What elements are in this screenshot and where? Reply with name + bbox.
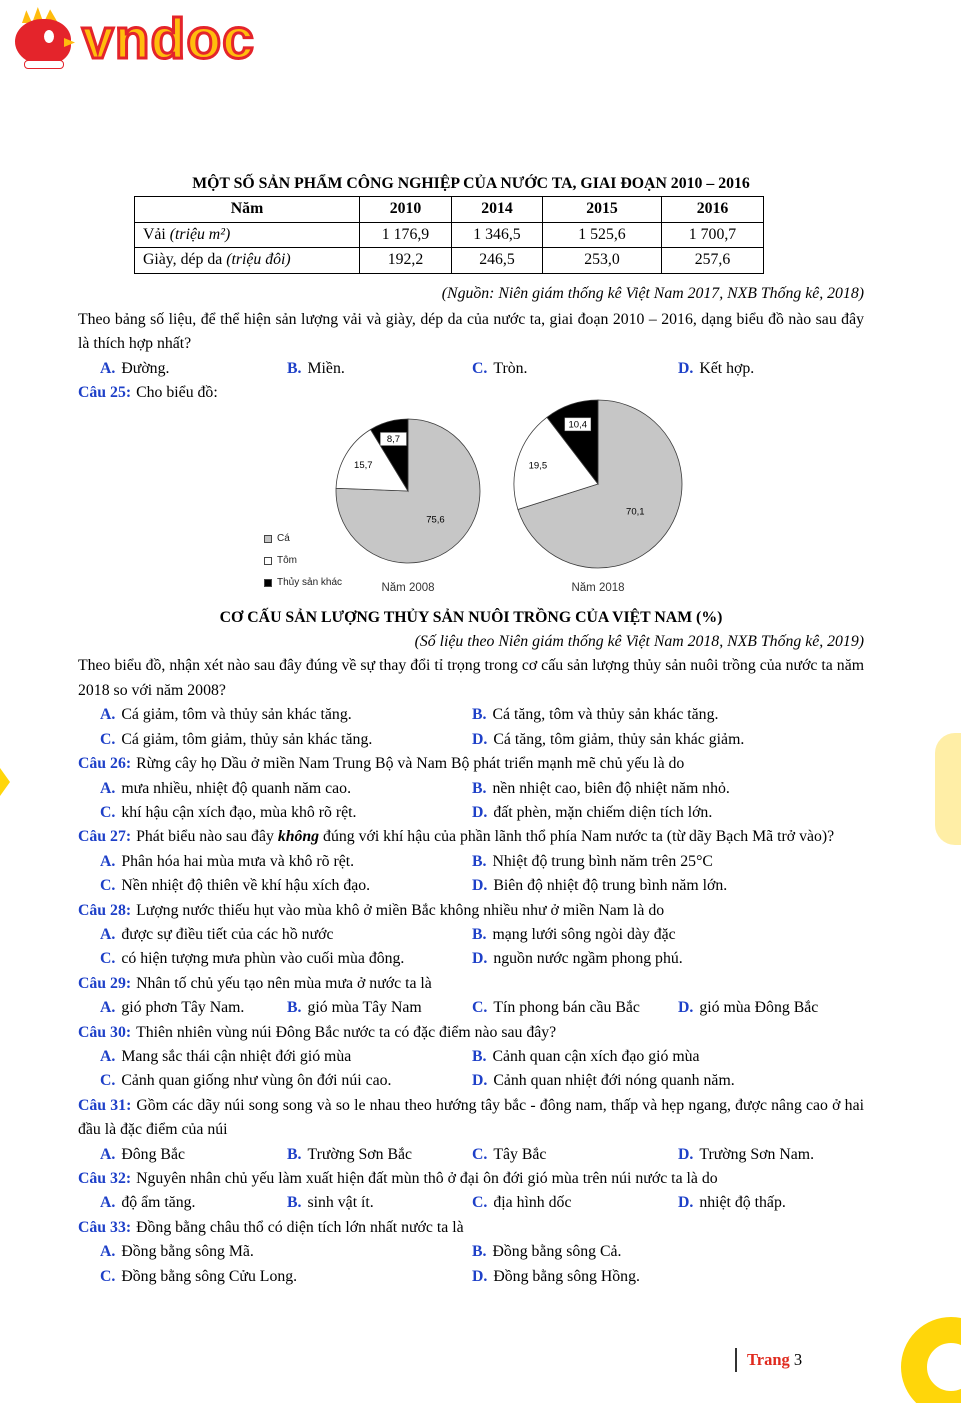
- vndoc-logo: [12, 4, 255, 74]
- legend-swatch-ca: [264, 535, 272, 543]
- table-cell: 1 525,6: [543, 222, 662, 247]
- options: [78, 703, 864, 752]
- table-row-label: Vải (triệu m²): [135, 222, 360, 247]
- option-b: B. Nhiệt độ trung bình năm trên 25°C: [472, 852, 713, 870]
- pie-chart-2008: [330, 413, 486, 569]
- question-24-stem: Theo bảng số liệu, để thể hiện sản lượng vải và giày, dép da của nước ta, giai đoạn 2010 – 2016, dạng biểu đồ nào sau đây là thích hợp nhất?: [78, 311, 864, 353]
- question-32: [78, 1167, 864, 1216]
- legend-item: Thủy sản khác: [264, 572, 342, 594]
- table-header-cell: 2015: [543, 197, 662, 222]
- options: [78, 1045, 864, 1094]
- options: [78, 1240, 864, 1289]
- options: [78, 996, 864, 1020]
- question-stem: Câu 33: Đồng bằng châu thổ có diện tích lớn nhất nước ta là: [78, 1218, 464, 1236]
- option-c: C. Cá giảm, tôm giảm, thủy sản khác tăng.: [100, 730, 373, 748]
- question-number: Câu 25:: [78, 384, 132, 402]
- option-a: A. Đường.: [100, 359, 170, 377]
- question-number: Câu 29:: [78, 974, 132, 992]
- question-26: [78, 752, 864, 825]
- document-body: [78, 172, 864, 1289]
- option-b: B. sinh vật ít.: [287, 1194, 374, 1212]
- legend-swatch-khac: [264, 579, 272, 587]
- legend-item: Cá: [264, 528, 342, 550]
- logo-text: vndoc: [82, 7, 255, 71]
- table-title: MỘT SỐ SẢN PHẨM CÔNG NGHIỆP CỦA NƯỚC TA, GIAI ĐOẠN 2010 – 2016: [192, 175, 750, 192]
- table-cell: 1 700,7: [662, 222, 764, 247]
- options: [78, 923, 864, 972]
- option-d: D. Đồng bằng sông Hồng.: [472, 1267, 640, 1285]
- options: [78, 850, 864, 899]
- question-stem: Câu 31: Gồm các dãy núi song song và so le nhau theo hướng tây bắc - đông nam, thấp và hẹp ngang, được nâng cao ở hai đầu là đặc điểm của núi: [78, 1096, 864, 1139]
- question-31: [78, 1094, 864, 1167]
- footer-page-number: 3: [793, 1350, 803, 1369]
- legend-item: Tôm: [264, 550, 342, 572]
- options: [78, 1191, 864, 1215]
- mascot-eye: [44, 30, 54, 43]
- option-a: A. độ ẩm tăng.: [100, 1194, 196, 1212]
- pie-value-label: 70,1: [626, 506, 645, 518]
- question-number: Câu 33:: [78, 1218, 132, 1236]
- question-stem: Câu 26: Rừng cây họ Dầu ở miền Nam Trung Bộ và Nam Bộ phát triển mạnh mẽ chủ yếu là do: [78, 755, 685, 773]
- option-c: C. khí hậu cận xích đạo, mùa khô rõ rệt.: [100, 803, 357, 821]
- pie-caption-2018: Năm 2018: [571, 581, 625, 594]
- option-a: A. gió phơn Tây Nam.: [100, 999, 245, 1017]
- pie-value-label: 75,6: [426, 514, 445, 526]
- option-a: A. mưa nhiều, nhiệt độ quanh năm cao.: [100, 779, 352, 797]
- option-c: C. Tín phong bán cầu Bắc: [472, 999, 640, 1017]
- question-30: [78, 1021, 864, 1094]
- table-header-row: [135, 197, 764, 222]
- option-d: D. Biên độ nhiệt độ trung bình năm lớn.: [472, 877, 728, 895]
- table-cell: 1 176,9: [360, 222, 452, 247]
- option-d: D. nhiệt độ thấp.: [678, 1194, 786, 1212]
- option-c: C. Tây Bắc: [472, 1145, 547, 1163]
- question-number: Câu 28:: [78, 901, 132, 919]
- chart-title: CƠ CẤU SẢN LƯỢNG THỦY SẢN NUÔI TRỒNG CỦA VIỆT NAM (%): [219, 608, 723, 626]
- industry-table: [134, 196, 764, 273]
- table-cell: 253,0: [543, 248, 662, 273]
- option-a: A. được sự điều tiết của các hồ nước: [100, 925, 334, 943]
- question-number: Câu 26:: [78, 755, 132, 773]
- question-stem: Câu 30: Thiên nhiên vùng núi Đông Bắc nước ta có đặc điểm nào sau đây?: [78, 1023, 557, 1041]
- option-c: C. có hiện tượng mưa phùn vào cuối mùa đông.: [100, 950, 405, 968]
- table-header-cell: 2010: [360, 197, 452, 222]
- question-25: [78, 654, 864, 752]
- mascot-banner: [24, 60, 64, 69]
- options: [78, 777, 864, 826]
- option-c: C. Cảnh quan giống như vùng ôn đới núi cao.: [100, 1072, 392, 1090]
- option-a: A. Phân hóa hai mùa mưa và khô rõ rệt.: [100, 852, 355, 870]
- option-a: A. Mang sắc thái cận nhiệt đới gió mùa: [100, 1047, 352, 1065]
- vndoc-mascot-icon: [12, 7, 74, 71]
- option-c: C. Đồng bằng sông Cửu Long.: [100, 1267, 298, 1285]
- table-cell: 246,5: [452, 248, 543, 273]
- question-28: [78, 899, 864, 972]
- question-number: Câu 32:: [78, 1170, 132, 1187]
- option-d: D. Trường Sơn Nam.: [678, 1145, 815, 1163]
- question-29: [78, 972, 864, 1021]
- option-a: A. Cá giảm, tôm và thủy sản khác tăng.: [100, 706, 352, 724]
- option-d: D. Cảnh quan nhiệt đới nóng quanh năm.: [472, 1072, 735, 1090]
- table-row: [135, 248, 764, 273]
- question-stem: Câu 29: Nhân tố chủ yếu tạo nên mùa mưa ở nước ta là: [78, 974, 432, 992]
- question-stem: Câu 32: Nguyên nhân chủ yếu làm xuất hiện đất mùn thô ở đại ôn đới gió mùa trên núi nước ta là do: [78, 1170, 718, 1187]
- option-a: A. Đồng bằng sông Mã.: [100, 1243, 254, 1261]
- option-d: D. nguồn nước ngầm phong phú.: [472, 950, 683, 968]
- pie-value-label: 10,4: [568, 419, 588, 431]
- page-footer: [735, 1348, 802, 1372]
- option-b: B. Miền.: [287, 359, 345, 377]
- chart-source: (Số liệu theo Niên giám thống kê Việt Nam 2018, NXB Thống kê, 2019): [414, 633, 864, 651]
- table-header-cell: 2016: [662, 197, 764, 222]
- question-stem: Câu 27: Phát biểu nào sau đây không đúng với khí hậu của phần lãnh thổ phía Nam nước ta (từ dãy Bạch Mã trở vào)?: [78, 828, 835, 846]
- question-24-options: [78, 357, 864, 381]
- question-number: Câu 27:: [78, 828, 132, 846]
- question-27: [78, 825, 864, 898]
- option-b: B. Trường Sơn Bắc: [287, 1145, 413, 1163]
- option-c: C. địa hình dốc: [472, 1194, 572, 1212]
- table-cell: 257,6: [662, 248, 764, 273]
- legend-swatch-tom: [264, 557, 272, 565]
- table-header-cell: 2014: [452, 197, 543, 222]
- decorative-yellow-crescent: [901, 1317, 961, 1403]
- decorative-yellow-pill: [935, 733, 961, 845]
- option-d: D. gió mùa Đông Bắc: [678, 999, 819, 1017]
- option-d: D. đất phèn, mặn chiếm diện tích lớn.: [472, 803, 713, 821]
- table-source: (Nguồn: Niên giám thống kê Việt Nam 2017, NXB Thống kê, 2018): [441, 284, 864, 302]
- option-c: C. Tròn.: [472, 359, 528, 377]
- pie-value-label: 19,5: [528, 459, 548, 471]
- pie-value-label: 15,7: [354, 459, 373, 471]
- pie-caption-2008: Năm 2008: [381, 581, 435, 594]
- question-stem: Theo biểu đồ, nhận xét nào sau đây đúng về sự thay đổi tỉ trọng trong cơ cấu sản lượng thủy sản nuôi trồng của nước ta năm 2018 so với năm 2008?: [78, 657, 864, 699]
- table-row-label: Giày, dép da (triệu đôi): [135, 248, 360, 273]
- option-b: B. nền nhiệt cao, biên độ nhiệt năm nhỏ.: [472, 779, 730, 797]
- table-cell: 192,2: [360, 248, 452, 273]
- option-b: B. Đồng bằng sông Cả.: [472, 1243, 622, 1261]
- option-b: B. gió mùa Tây Nam: [287, 999, 422, 1017]
- pie-charts-figure: [78, 410, 864, 602]
- option-b: B. Cảnh quan cận xích đạo gió mùa: [472, 1047, 700, 1065]
- option-d: D. Kết hợp.: [678, 359, 755, 377]
- option-b: B. Cá tăng, tôm và thủy sản khác tăng.: [472, 706, 719, 724]
- question-stem: Câu 28: Lượng nước thiếu hụt vào mùa khô ở miền Bắc không nhiều như ở miền Nam là do: [78, 901, 665, 919]
- table-cell: 1 346,5: [452, 222, 543, 247]
- mascot-head: [15, 19, 71, 65]
- decorative-yellow-wedge: [0, 768, 10, 796]
- option-a: A. Đông Bắc: [100, 1145, 185, 1163]
- footer-label: Trang: [747, 1350, 790, 1369]
- table-row: [135, 222, 764, 247]
- pie-chart-2018: [510, 396, 686, 572]
- question-33: [78, 1216, 864, 1289]
- question-number: Câu 30:: [78, 1023, 132, 1041]
- option-c: C. Nền nhiệt độ thiên về khí hậu xích đạo.: [100, 877, 371, 895]
- question-25-intro: Câu 25: Cho biểu đồ:: [78, 384, 218, 402]
- option-b: B. mạng lưới sông ngòi dày đặc: [472, 925, 676, 943]
- option-d: D. Cá tăng, tôm giảm, thủy sản khác giảm.: [472, 730, 745, 748]
- options: [78, 1143, 864, 1167]
- table-header-cell: Năm: [135, 197, 360, 222]
- pie-value-label: 8,7: [386, 433, 401, 445]
- question-number: Câu 31:: [78, 1096, 132, 1114]
